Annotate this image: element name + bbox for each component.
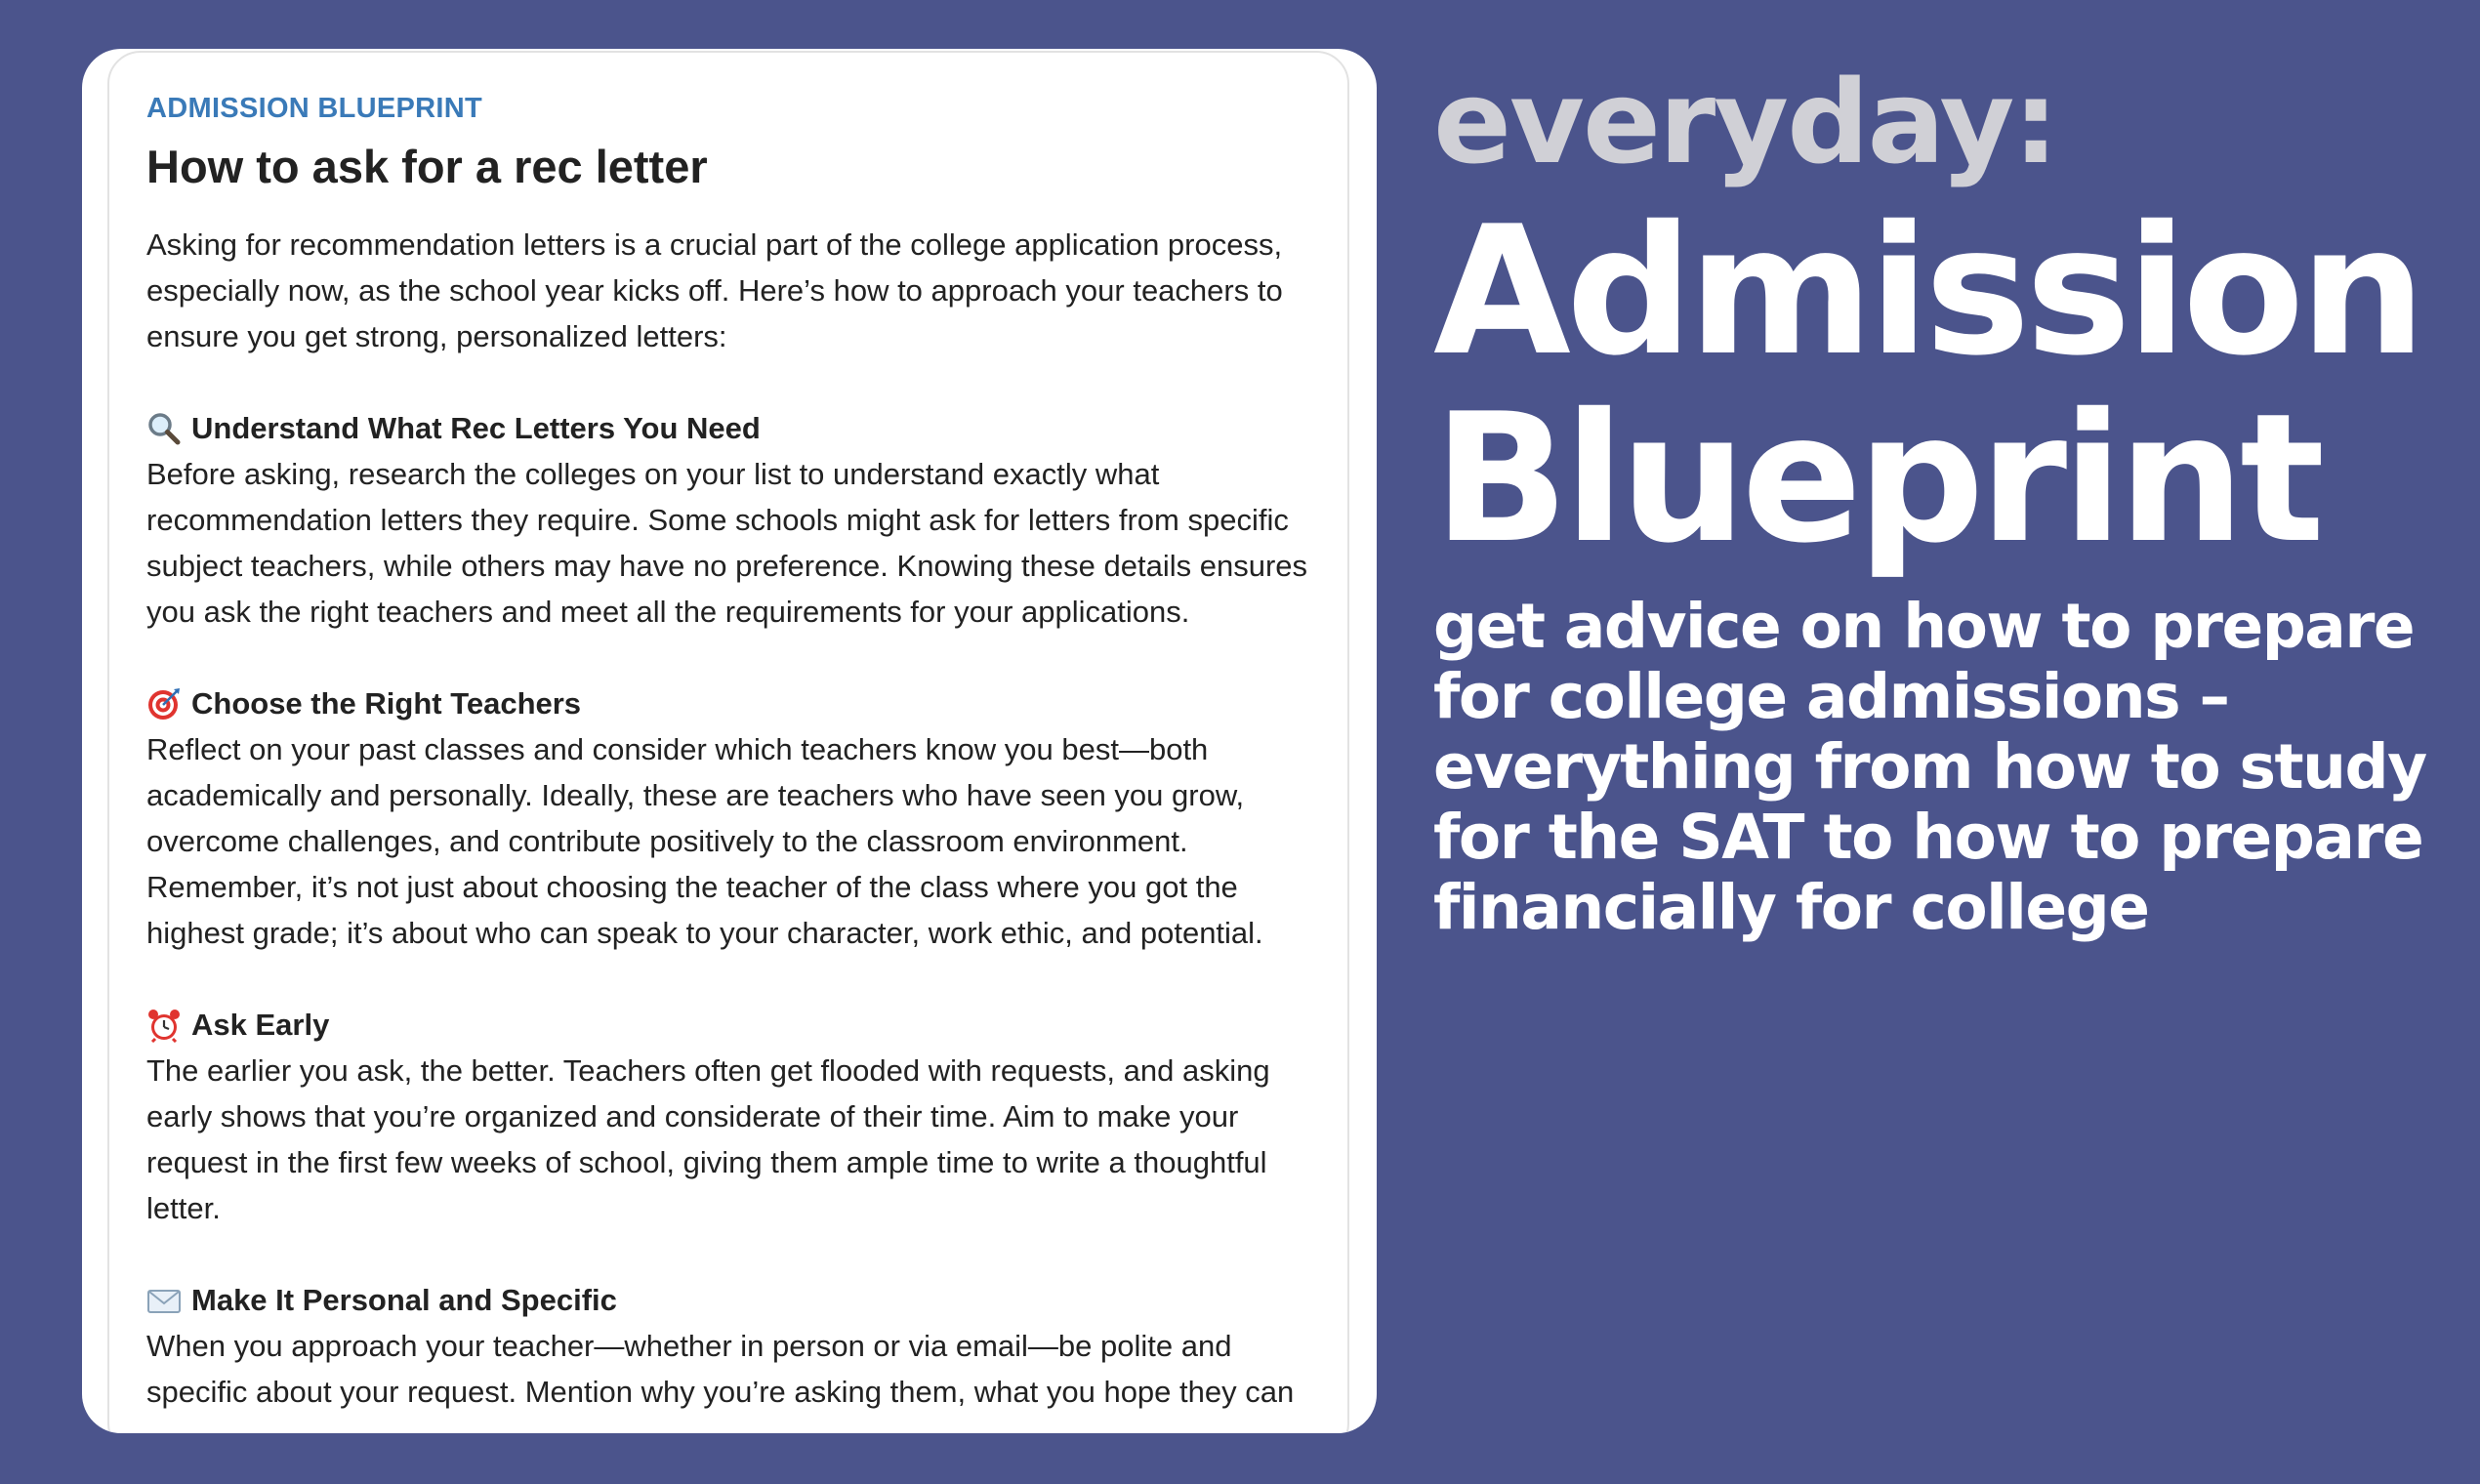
- envelope-icon: [146, 1283, 182, 1318]
- section-heading-text: Understand What Rec Letters You Need: [191, 411, 761, 446]
- section-body: Reflect on your past classes and consider which teachers know you best—both academically and personally. Ideally, these are teachers who have seen you grow, overcome challenges, and contribute positively to the classroom environment. Remember, it’s not just about choosing the teacher of the class where you got the highest grade; it’s about who can speak to your character, work ethic, and potential.: [146, 732, 1263, 951]
- section-heading: [146, 405, 1318, 451]
- article-eyebrow: ADMISSION BLUEPRINT: [146, 93, 483, 124]
- promo-title: Admission Blueprint: [1433, 187, 2421, 582]
- section-body: The earlier you ask, the better. Teachers often get flooded with requests, and asking early shows that you’re organized and considerate of their time. Aim to make your request in the first few weeks of school, giving them ample time to write a thoughtful letter.: [146, 1053, 1270, 1226]
- article-card: [82, 49, 1377, 1433]
- section-heading-text: Ask Early: [191, 1008, 330, 1043]
- promo-tagline: get advice on how to prepare for college admissions – everything from how to study for the SAT to how to prepare financially for college: [1433, 591, 2426, 943]
- section-body: When you approach your teacher—whether in person or via email—be polite and specific about your request. Mention why you’re asking them, what you hope they can: [146, 1329, 1295, 1410]
- section-heading: [146, 680, 1318, 726]
- promo-panel: [1433, 55, 2468, 943]
- section-heading-text: Make It Personal and Specific: [191, 1283, 617, 1318]
- promo-kicker: everyday:: [1433, 55, 2057, 189]
- section-choose-teachers: [146, 680, 1318, 956]
- section-heading: [146, 1277, 1318, 1323]
- section-heading: [146, 1002, 1318, 1048]
- section-make-personal: [146, 1277, 1318, 1415]
- article-intro: Asking for recommendation letters is a crucial part of the college application process, especially now, as the school year kicks off. Here’s how to approach your teachers to ensure you get strong, personalized letters:: [146, 227, 1283, 354]
- section-heading-text: Choose the Right Teachers: [191, 686, 582, 721]
- article-content: [146, 92, 1318, 1415]
- section-ask-early: [146, 1002, 1318, 1231]
- section-understand: [146, 405, 1318, 635]
- alarm-clock-icon: [146, 1008, 182, 1043]
- section-body: Before asking, research the colleges on your list to understand exactly what recommendation letters they require. Some schools might ask for letters from specific subject teachers, while others may have no preference. Knowing these details ensures you ask the right teachers and meet all the requirements for your applications.: [146, 457, 1308, 630]
- article-title: How to ask for a rec letter: [146, 140, 708, 192]
- target-icon: [146, 686, 182, 721]
- magnifying-glass-icon: [146, 411, 182, 446]
